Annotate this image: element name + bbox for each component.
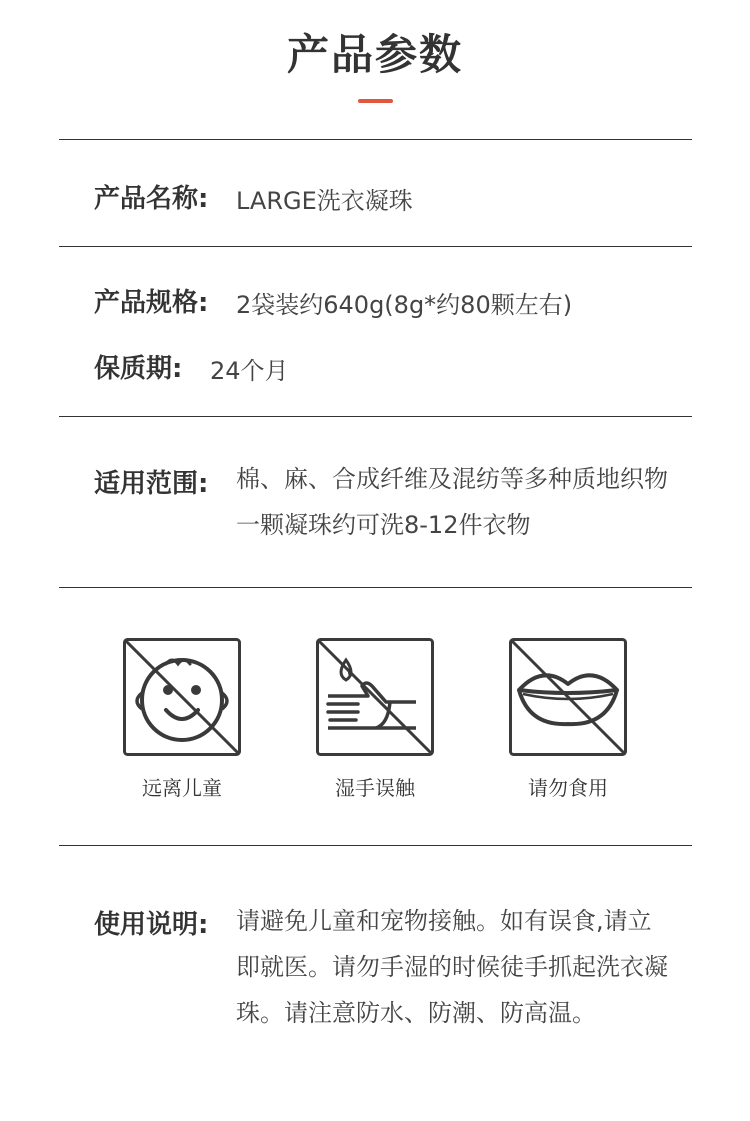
scope-text: [236, 456, 686, 548]
divider: [59, 246, 692, 247]
scope-line: 棉、麻、合成纤维及混纺等多种质地织物: [236, 465, 668, 493]
product-spec-label: 产品规格:: [94, 288, 209, 318]
usage-line: 即就医。请勿手湿的时候徒手抓起洗衣凝: [236, 953, 668, 981]
divider: [59, 139, 692, 140]
usage-label: 使用说明:: [94, 910, 209, 940]
product-name-value: LARGE洗衣凝珠: [236, 187, 413, 215]
usage-line: 珠。请注意防水、防潮、防高温。: [236, 999, 596, 1027]
divider: [59, 845, 692, 846]
page-title: 产品参数: [286, 30, 463, 79]
divider: [59, 587, 692, 588]
no-wet-hand-icon: [316, 638, 434, 756]
usage-line: 请避免儿童和宠物接触。如有误食,请立: [236, 907, 652, 935]
shelf-life-value: 24个月: [210, 357, 289, 385]
warning-label-children: 远离儿童: [142, 776, 222, 800]
divider: [59, 416, 692, 417]
product-name-label: 产品名称:: [94, 184, 209, 214]
title-accent-bar: [358, 99, 393, 103]
usage-text: [236, 898, 696, 1036]
scope-line: 一颗凝珠约可洗8-12件衣物: [236, 511, 531, 539]
warning-label-wet-hands: 湿手误触: [335, 776, 415, 800]
product-spec-value: 2袋装约640g(8g*约80颗左右): [236, 291, 573, 319]
no-child-icon: [123, 638, 241, 756]
scope-label: 适用范围:: [94, 469, 209, 499]
no-eating-icon: [509, 638, 627, 756]
shelf-life-label: 保质期:: [94, 354, 183, 384]
warning-label-do-not-eat: 请勿食用: [528, 776, 608, 800]
